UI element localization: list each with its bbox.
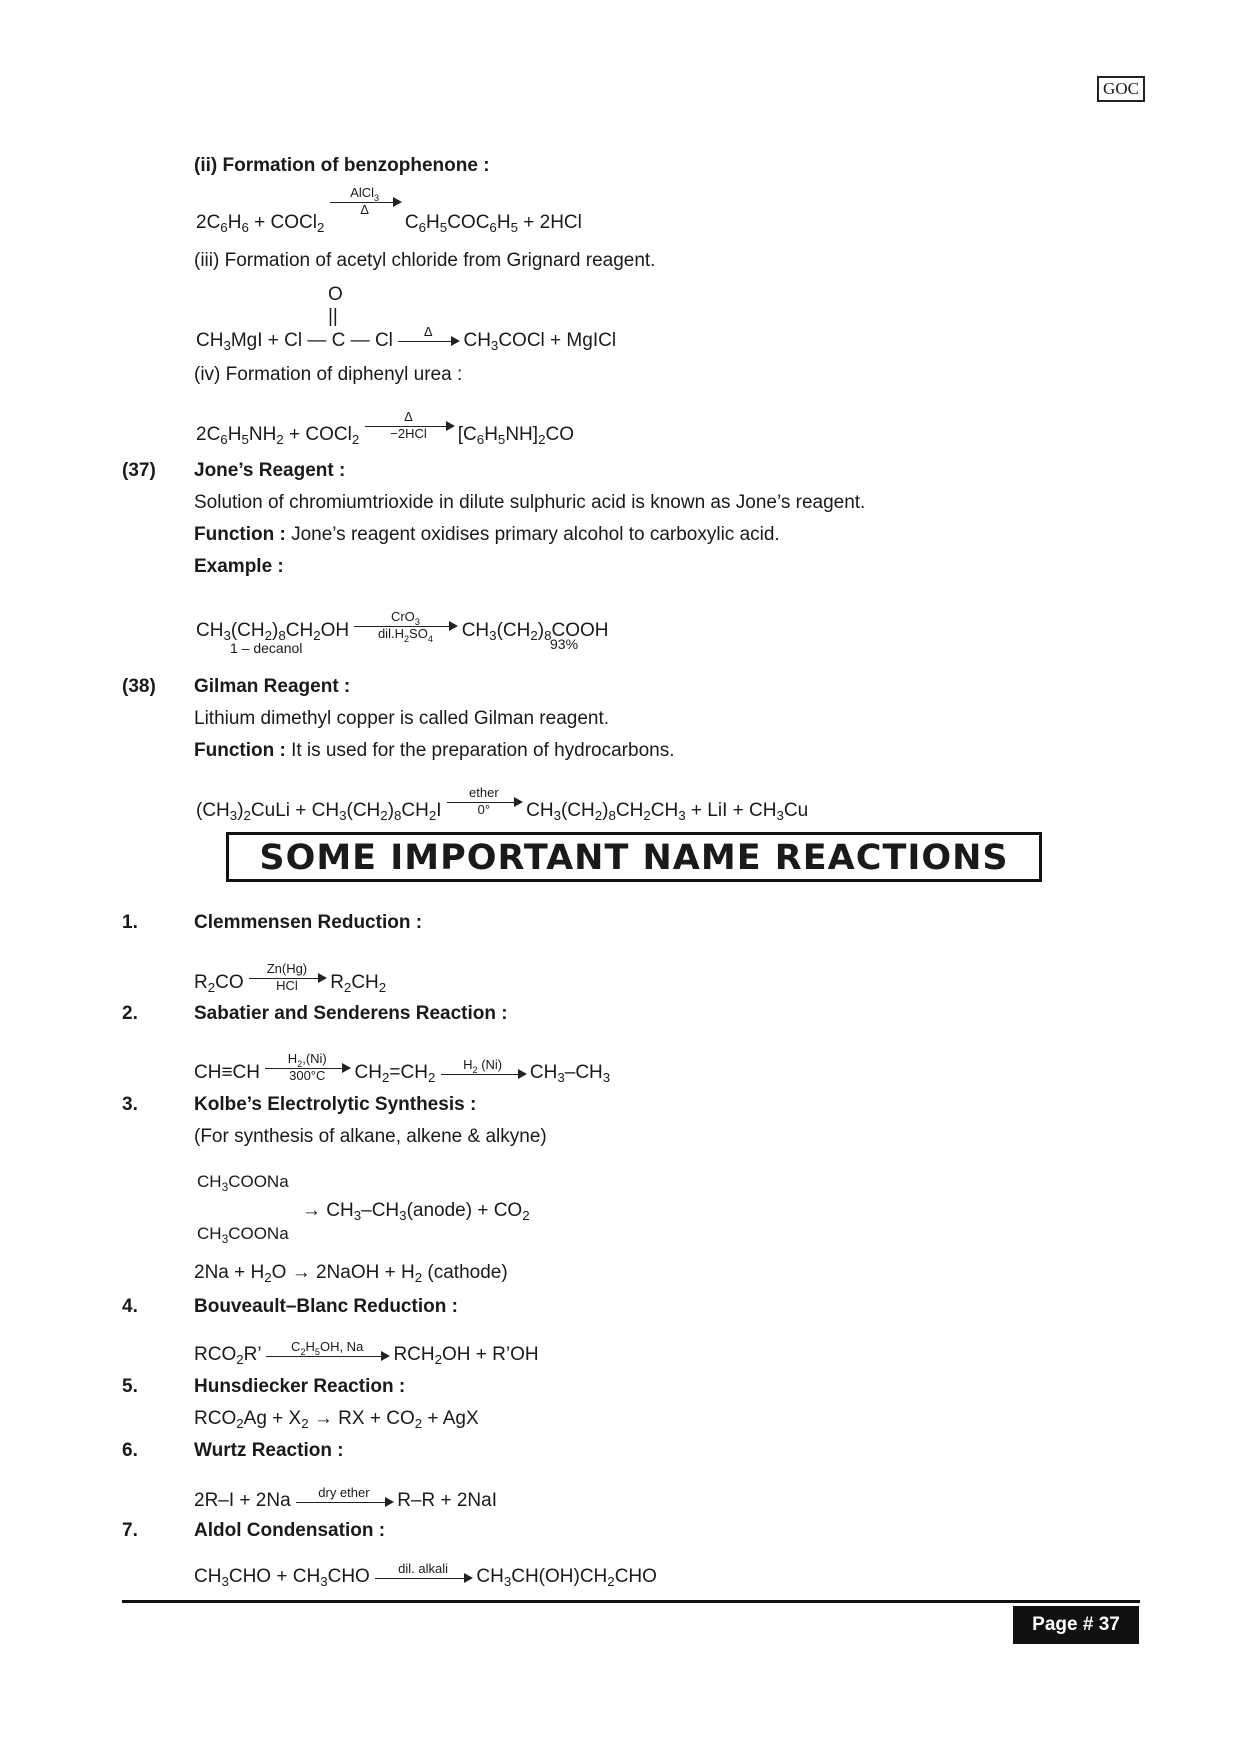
equation-kolbe-anode: → $CH_3-CH_3(anode) + CO_2$ xyxy=(302,1200,530,1223)
jones-yield: 93% xyxy=(550,636,579,652)
equation-kolbe-cathode: $2Na + H_2O$ → 2NaOH + $H_2$ (cathode) xyxy=(194,1262,508,1285)
kolbe-reactant-2: $CH_3COONa$ xyxy=(197,1224,289,1246)
reaction-2-number: 2. xyxy=(122,1003,138,1024)
reaction-4-number: 4. xyxy=(122,1296,138,1317)
equation-benzophenone: $2C_6H_6$ + COCl$_2$ AlCl$_3$ Δ $C_6H_5COC_6H_5 + 2HCl$ xyxy=(196,185,582,235)
reaction-1-title: Clemmensen Reduction : xyxy=(194,912,423,933)
equation-gilman: $(CH_3)_2CuLi + CH_3(CH_2)_8CH_2I$ ether 0° $CH_3(CH_2)_8CH_2CH_3$ + LiI + $CH_3Cu$ xyxy=(196,785,809,823)
gilman-title: Gilman Reagent : xyxy=(194,676,351,697)
page-number: Page # 37 xyxy=(1013,1606,1139,1644)
equation-clemmensen: $R_2CO$ Zn(Hg) HCl $R_2CH_2$ xyxy=(194,961,387,995)
section-iv-title: (iv) Formation of diphenyl urea : xyxy=(194,364,463,385)
equation-aldol: $CH_3CHO + CH_3CHO$ dil. alkali $CH_3CH(OH)CH_2CHO$ xyxy=(194,1561,657,1589)
gilman-function-text: It is used for the preparation of hydrocarbons. xyxy=(291,740,675,761)
section-banner: SOME IMPORTANT NAME REACTIONS xyxy=(226,832,1042,882)
section-ii-title: (ii) Formation of benzophenone : xyxy=(194,155,490,176)
jones-description: Solution of chromiumtrioxide in dilute sulphuric acid is known as Jone’s reagent. xyxy=(194,492,866,513)
reaction-4-title: Bouveault–Blanc Reduction : xyxy=(194,1296,458,1317)
kolbe-reactant-1: $CH_3COONa$ xyxy=(197,1172,289,1194)
equation-diphenyl-urea: $2C_6H_5NH_2$ + COCl$_2$ Δ −2HCl $[C_6H_5NH]_2CO$ xyxy=(196,409,574,447)
reaction-5-number: 5. xyxy=(122,1376,138,1397)
reaction-6-title: Wurtz Reaction : xyxy=(194,1440,344,1461)
reaction-1-number: 1. xyxy=(122,912,138,933)
reaction-5-title: Hunsdiecker Reaction : xyxy=(194,1376,406,1397)
gilman-description: Lithium dimethyl copper is called Gilman reagent. xyxy=(194,708,610,729)
jones-function-label: Function : xyxy=(194,524,286,545)
reaction-6-number: 6. xyxy=(122,1440,138,1461)
reaction-2-title: Sabatier and Senderens Reaction : xyxy=(194,1003,508,1024)
reaction-3-note: (For synthesis of alkane, alkene & alkyne) xyxy=(194,1126,547,1147)
jones-reactant-name: 1 – decanol xyxy=(230,640,303,656)
equation-wurtz: 2R–I + 2Na dry ether R–R + 2NaI xyxy=(194,1485,497,1511)
equation-hunsdiecker: $RCO_2Ag + X_2$ → RX + $CO_2$ + AgX xyxy=(194,1408,479,1431)
jones-function xyxy=(194,524,780,546)
reaction-3-title: Kolbe’s Electrolytic Synthesis : xyxy=(194,1094,477,1115)
reaction-7-title: Aldol Condensation : xyxy=(194,1520,386,1541)
gilman-number: (38) xyxy=(122,676,156,697)
footer-rule xyxy=(122,1600,1140,1603)
jones-number: (37) xyxy=(122,460,156,481)
header-tag: GOC xyxy=(1097,76,1145,102)
jones-title: Jone’s Reagent : xyxy=(194,460,346,481)
section-iii-title: (iii) Formation of acetyl chloride from Grignard reagent. xyxy=(194,250,656,271)
gilman-function-label: Function : xyxy=(194,740,286,761)
reaction-3-number: 3. xyxy=(122,1094,138,1115)
jones-function-text: Jone’s reagent oxidises primary alcohol to carboxylic acid. xyxy=(291,524,780,545)
equation-bouveault-blanc: $RCO_2R$’ $C_2H_5OH$, Na $RCH_2OH$ + R’OH xyxy=(194,1339,539,1367)
equation-jones: $CH_3(CH_2)_8CH_2OH$ CrO$_3$ $dil.H_2SO_4$ $CH_3(CH_2)_8COOH$ xyxy=(196,609,609,644)
equation-acetyl-chloride: $CH_3MgI + Cl$ — C — Cl Δ $CH_3COCl$ + MgICl xyxy=(196,324,617,353)
carbonyl-oxygen: O || xyxy=(328,284,343,327)
gilman-function xyxy=(194,740,674,762)
jones-example-label: Example : xyxy=(194,556,284,577)
equation-sabatier: CH≡CH $\frac{H_2,(Ni)}{300^\circ C}$ $CH_2=CH_2$ $H_2$ (Ni) $CH_3-CH_3$ xyxy=(194,1051,611,1085)
reaction-7-number: 7. xyxy=(122,1520,138,1541)
